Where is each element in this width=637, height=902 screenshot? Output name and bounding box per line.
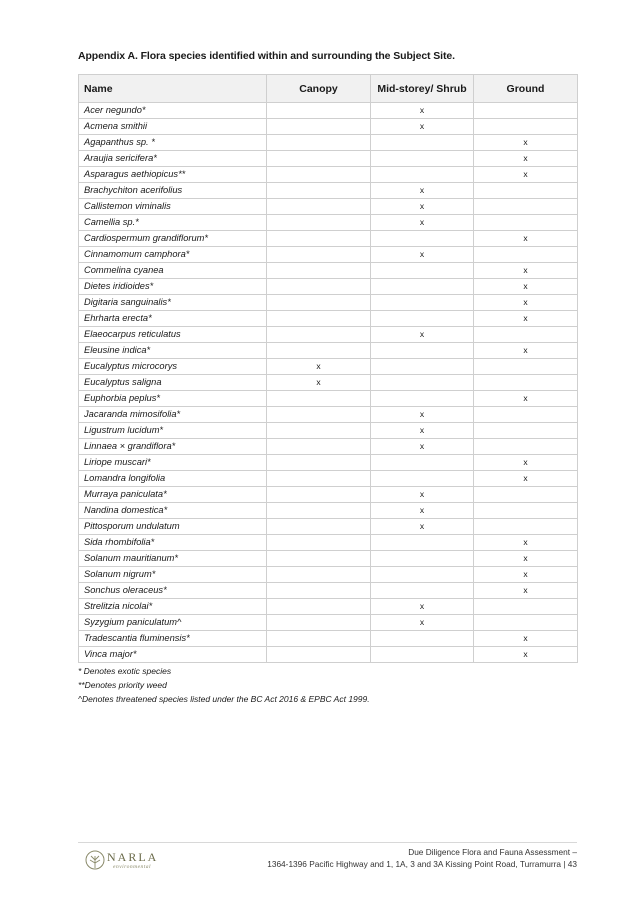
species-name-cell: Strelitzia nicolai* xyxy=(79,599,267,615)
species-name-cell: Acer negundo* xyxy=(79,103,267,119)
species-name-cell: Ehrharta erecta* xyxy=(79,311,267,327)
canopy-cell xyxy=(267,423,371,439)
species-name-cell: Araujia sericifera* xyxy=(79,151,267,167)
canopy-cell xyxy=(267,599,371,615)
ground-cell xyxy=(474,119,578,135)
mid-storey-cell: x xyxy=(371,503,474,519)
logo-subtext: environmental xyxy=(113,864,152,870)
table-row xyxy=(79,199,578,215)
table-row xyxy=(79,503,578,519)
table-row xyxy=(79,103,578,119)
mid-storey-cell xyxy=(371,135,474,151)
canopy-cell xyxy=(267,263,371,279)
canopy-cell xyxy=(267,183,371,199)
ground-cell: x xyxy=(474,279,578,295)
canopy-cell xyxy=(267,343,371,359)
ground-cell xyxy=(474,503,578,519)
mid-storey-cell xyxy=(371,391,474,407)
ground-cell: x xyxy=(474,167,578,183)
mid-storey-cell: x xyxy=(371,183,474,199)
table-notes xyxy=(78,664,370,706)
table-row xyxy=(79,647,578,663)
canopy-cell xyxy=(267,103,371,119)
species-name-cell: Dietes iridioides* xyxy=(79,279,267,295)
canopy-cell xyxy=(267,439,371,455)
canopy-cell xyxy=(267,503,371,519)
table-row xyxy=(79,343,578,359)
species-name-cell: Linnaea × grandiflora* xyxy=(79,439,267,455)
table-row xyxy=(79,487,578,503)
ground-cell: x xyxy=(474,391,578,407)
species-name-cell: Camellia sp.* xyxy=(79,215,267,231)
mid-storey-cell: x xyxy=(371,215,474,231)
mid-storey-cell: x xyxy=(371,199,474,215)
canopy-cell xyxy=(267,119,371,135)
canopy-cell: x xyxy=(267,359,371,375)
canopy-cell xyxy=(267,279,371,295)
species-name-cell: Tradescantia fluminensis* xyxy=(79,631,267,647)
mid-storey-cell xyxy=(371,279,474,295)
note-priority-weed: **Denotes priority weed xyxy=(78,680,167,690)
canopy-cell xyxy=(267,487,371,503)
species-name-cell: Vinca major* xyxy=(79,647,267,663)
ground-cell xyxy=(474,423,578,439)
mid-storey-cell xyxy=(371,551,474,567)
species-name-cell: Elaeocarpus reticulatus xyxy=(79,327,267,343)
ground-cell: x xyxy=(474,535,578,551)
table-row xyxy=(79,615,578,631)
mid-storey-cell xyxy=(371,167,474,183)
ground-cell: x xyxy=(474,583,578,599)
footer-divider xyxy=(78,842,577,843)
species-name-cell: Sida rhombifolia* xyxy=(79,535,267,551)
table-row xyxy=(79,375,578,391)
canopy-cell xyxy=(267,295,371,311)
canopy-cell xyxy=(267,215,371,231)
table-row xyxy=(79,423,578,439)
footer-line-1: Due Diligence Flora and Fauna Assessment – xyxy=(408,847,577,857)
mid-storey-cell xyxy=(371,311,474,327)
ground-cell xyxy=(474,183,578,199)
mid-storey-cell: x xyxy=(371,599,474,615)
mid-storey-cell xyxy=(371,455,474,471)
ground-cell xyxy=(474,247,578,263)
species-name-cell: Solanum mauritianum* xyxy=(79,551,267,567)
species-name-cell: Asparagus aethiopicus** xyxy=(79,167,267,183)
table-row xyxy=(79,183,578,199)
mid-storey-cell xyxy=(371,631,474,647)
ground-cell: x xyxy=(474,151,578,167)
table-row xyxy=(79,551,578,567)
footer-line-2: 1364-1396 Pacific Highway and 1, 1A, 3 and 3A Kissing Point Road, Turramurra | 43 xyxy=(267,859,577,869)
table-row xyxy=(79,167,578,183)
ground-cell: x xyxy=(474,311,578,327)
table-row xyxy=(79,439,578,455)
table-row xyxy=(79,247,578,263)
table-row xyxy=(79,263,578,279)
mid-storey-cell xyxy=(371,295,474,311)
canopy-cell xyxy=(267,535,371,551)
table-row xyxy=(79,455,578,471)
species-name-cell: Eucalyptus microcorys xyxy=(79,359,267,375)
appendix-heading: Appendix A. Flora species identified within and surrounding the Subject Site. xyxy=(78,50,455,62)
ground-cell: x xyxy=(474,567,578,583)
species-name-cell: Jacaranda mimosifolia* xyxy=(79,407,267,423)
table-header-row xyxy=(79,75,578,103)
canopy-cell xyxy=(267,407,371,423)
species-name-cell: Brachychiton acerifolius xyxy=(79,183,267,199)
canopy-cell xyxy=(267,455,371,471)
ground-cell xyxy=(474,359,578,375)
note-exotic: * Denotes exotic species xyxy=(78,666,172,676)
canopy-cell xyxy=(267,167,371,183)
ground-cell: x xyxy=(474,343,578,359)
mid-storey-cell xyxy=(371,375,474,391)
canopy-cell xyxy=(267,631,371,647)
table-row xyxy=(79,215,578,231)
species-name-cell: Nandina domestica* xyxy=(79,503,267,519)
footer-text xyxy=(267,846,577,870)
canopy-cell xyxy=(267,615,371,631)
logo-wordmark: NARLA xyxy=(107,850,159,864)
species-name-cell: Ligustrum lucidum* xyxy=(79,423,267,439)
table-row xyxy=(79,599,578,615)
mid-storey-cell xyxy=(371,231,474,247)
species-name-cell: Acmena smithii xyxy=(79,119,267,135)
species-name-cell: Solanum nigrum* xyxy=(79,567,267,583)
mid-storey-cell: x xyxy=(371,519,474,535)
species-name-cell: Digitaria sanguinalis* xyxy=(79,295,267,311)
mid-storey-cell: x xyxy=(371,119,474,135)
table-row xyxy=(79,279,578,295)
ground-cell xyxy=(474,327,578,343)
ground-cell xyxy=(474,199,578,215)
species-name-cell: Commelina cyanea xyxy=(79,263,267,279)
table-row xyxy=(79,631,578,647)
canopy-cell xyxy=(267,519,371,535)
ground-cell: x xyxy=(474,295,578,311)
table-row xyxy=(79,151,578,167)
table-row xyxy=(79,231,578,247)
flora-species-table xyxy=(78,74,578,663)
table-row xyxy=(79,311,578,327)
ground-cell xyxy=(474,407,578,423)
ground-cell xyxy=(474,215,578,231)
species-name-cell: Cardiospermum grandiflorum* xyxy=(79,231,267,247)
species-name-cell: Eleusine indica* xyxy=(79,343,267,359)
canopy-cell xyxy=(267,567,371,583)
table-row xyxy=(79,471,578,487)
canopy-cell xyxy=(267,647,371,663)
column-header-name: Name xyxy=(79,75,267,103)
ground-cell: x xyxy=(474,631,578,647)
mid-storey-cell: x xyxy=(371,407,474,423)
canopy-cell xyxy=(267,231,371,247)
table-row xyxy=(79,119,578,135)
mid-storey-cell xyxy=(371,263,474,279)
ground-cell xyxy=(474,103,578,119)
species-name-cell: Callistemon viminalis xyxy=(79,199,267,215)
ground-cell: x xyxy=(474,263,578,279)
species-name-cell: Euphorbia peplus* xyxy=(79,391,267,407)
table-row xyxy=(79,295,578,311)
mid-storey-cell xyxy=(371,343,474,359)
ground-cell xyxy=(474,375,578,391)
species-name-cell: Sonchus oleraceus* xyxy=(79,583,267,599)
table-body xyxy=(79,103,578,663)
mid-storey-cell: x xyxy=(371,247,474,263)
species-name-cell: Cinnamomum camphora* xyxy=(79,247,267,263)
ground-cell xyxy=(474,439,578,455)
mid-storey-cell: x xyxy=(371,439,474,455)
mid-storey-cell xyxy=(371,535,474,551)
column-header-ground: Ground xyxy=(474,75,578,103)
canopy-cell: x xyxy=(267,375,371,391)
canopy-cell xyxy=(267,583,371,599)
ground-cell xyxy=(474,615,578,631)
ground-cell: x xyxy=(474,455,578,471)
canopy-cell xyxy=(267,471,371,487)
ground-cell xyxy=(474,519,578,535)
ground-cell xyxy=(474,599,578,615)
table-row xyxy=(79,407,578,423)
ground-cell xyxy=(474,487,578,503)
table-row xyxy=(79,135,578,151)
note-threatened: ^Denotes threatened species listed under the BC Act 2016 & EPBC Act 1999. xyxy=(78,694,370,704)
ground-cell: x xyxy=(474,135,578,151)
ground-cell: x xyxy=(474,551,578,567)
canopy-cell xyxy=(267,135,371,151)
table-row xyxy=(79,519,578,535)
canopy-cell xyxy=(267,551,371,567)
mid-storey-cell: x xyxy=(371,423,474,439)
ground-cell: x xyxy=(474,231,578,247)
mid-storey-cell xyxy=(371,359,474,375)
mid-storey-cell: x xyxy=(371,327,474,343)
ground-cell: x xyxy=(474,647,578,663)
table-row xyxy=(79,391,578,407)
canopy-cell xyxy=(267,151,371,167)
table-row xyxy=(79,583,578,599)
mid-storey-cell xyxy=(371,647,474,663)
canopy-cell xyxy=(267,311,371,327)
species-name-cell: Agapanthus sp. * xyxy=(79,135,267,151)
species-name-cell: Liriope muscari* xyxy=(79,455,267,471)
mid-storey-cell: x xyxy=(371,615,474,631)
table-row xyxy=(79,359,578,375)
canopy-cell xyxy=(267,247,371,263)
table-row xyxy=(79,327,578,343)
mid-storey-cell: x xyxy=(371,103,474,119)
species-name-cell: Lomandra longifolia xyxy=(79,471,267,487)
ground-cell: x xyxy=(474,471,578,487)
canopy-cell xyxy=(267,391,371,407)
mid-storey-cell xyxy=(371,567,474,583)
mid-storey-cell: x xyxy=(371,487,474,503)
species-name-cell: Syzygium paniculatum^ xyxy=(79,615,267,631)
table-row xyxy=(79,567,578,583)
table-row xyxy=(79,535,578,551)
mid-storey-cell xyxy=(371,583,474,599)
species-name-cell: Murraya paniculata* xyxy=(79,487,267,503)
column-header-mid-storey: Mid-storey/ Shrub xyxy=(371,75,474,103)
column-header-canopy: Canopy xyxy=(267,75,371,103)
canopy-cell xyxy=(267,199,371,215)
species-name-cell: Eucalyptus saligna xyxy=(79,375,267,391)
canopy-cell xyxy=(267,327,371,343)
mid-storey-cell xyxy=(371,151,474,167)
species-name-cell: Pittosporum undulatum xyxy=(79,519,267,535)
mid-storey-cell xyxy=(371,471,474,487)
